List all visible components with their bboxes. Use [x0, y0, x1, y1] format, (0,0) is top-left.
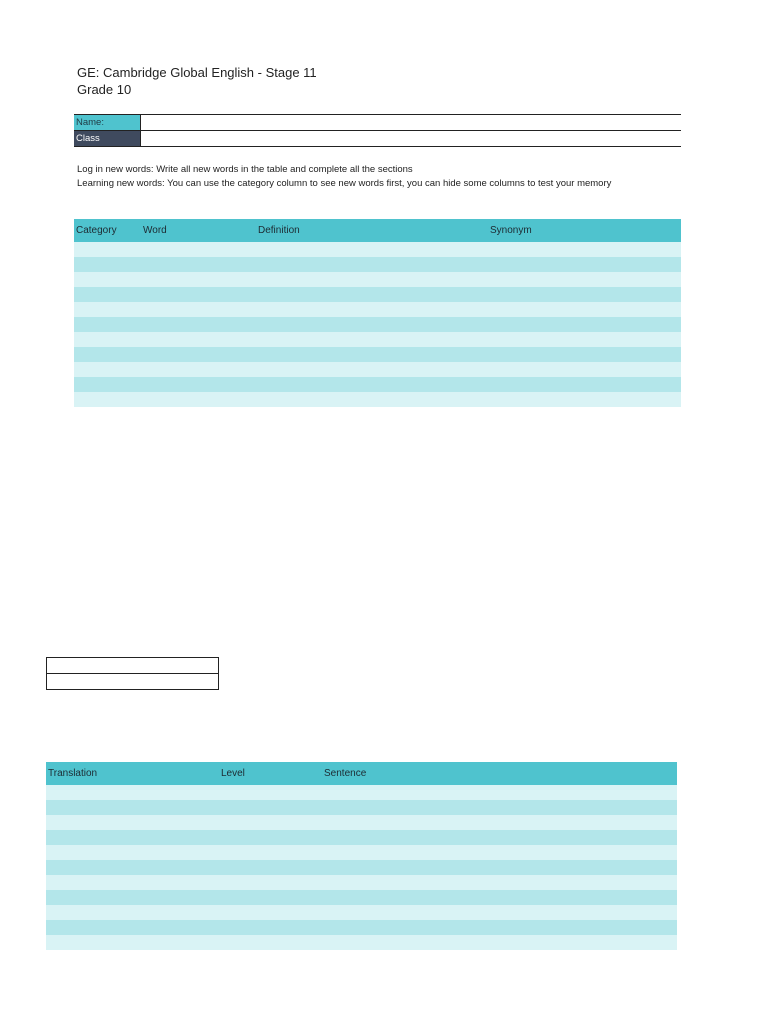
table-row[interactable] [46, 845, 677, 860]
name-label: Name: [74, 115, 141, 130]
table-row[interactable] [74, 272, 681, 287]
table-row[interactable] [46, 890, 677, 905]
vocab-table-2 [46, 762, 677, 950]
name-row [74, 114, 681, 131]
column-header-synonym: Synonym [490, 225, 532, 236]
table-row[interactable] [46, 920, 677, 935]
table-row[interactable] [46, 935, 677, 950]
instruction-line-2: Learning new words: You can use the category column to see new words first, you can hide some columns to test your memory [77, 178, 612, 189]
table-row[interactable] [46, 875, 677, 890]
class-label: Class [74, 131, 141, 146]
table-row[interactable] [74, 287, 681, 302]
table-row[interactable] [74, 302, 681, 317]
vocab-table-2-header [46, 762, 677, 785]
table-row[interactable] [46, 800, 677, 815]
class-field[interactable] [141, 131, 681, 146]
table-row[interactable] [74, 257, 681, 272]
table-row[interactable] [46, 905, 677, 920]
blank-mini-table [46, 657, 219, 690]
table-row[interactable] [46, 815, 677, 830]
column-header-translation: Translation [48, 768, 98, 779]
vocab-table-1 [74, 219, 681, 407]
table-row[interactable] [74, 347, 681, 362]
column-header-word: Word [143, 225, 167, 236]
worksheet-title-block [77, 64, 317, 98]
vocab-table-1-header [74, 219, 681, 242]
mini-table-row[interactable] [47, 658, 218, 673]
instruction-line-1: Log in new words: Write all new words in the table and complete all the sections [77, 164, 413, 175]
mini-table-row[interactable] [47, 673, 218, 689]
class-row [74, 131, 681, 147]
column-header-level: Level [221, 768, 245, 779]
page-title: GE: Cambridge Global English - Stage 11 [77, 65, 317, 80]
column-header-category: Category [76, 225, 117, 236]
table-row[interactable] [46, 830, 677, 845]
table-row[interactable] [74, 332, 681, 347]
table-row[interactable] [74, 362, 681, 377]
table-row[interactable] [74, 317, 681, 332]
grade-label: Grade 10 [77, 82, 132, 97]
name-field[interactable] [141, 115, 681, 130]
table-row[interactable] [46, 860, 677, 875]
table-row[interactable] [46, 785, 677, 800]
student-info-table [74, 114, 681, 147]
vocab-table-1-body [74, 242, 681, 407]
column-header-sentence: Sentence [324, 768, 367, 779]
vocab-table-2-body [46, 785, 677, 950]
instructions [77, 163, 611, 191]
column-header-definition: Definition [258, 225, 300, 236]
table-row[interactable] [74, 242, 681, 257]
table-row[interactable] [74, 392, 681, 407]
table-row[interactable] [74, 377, 681, 392]
